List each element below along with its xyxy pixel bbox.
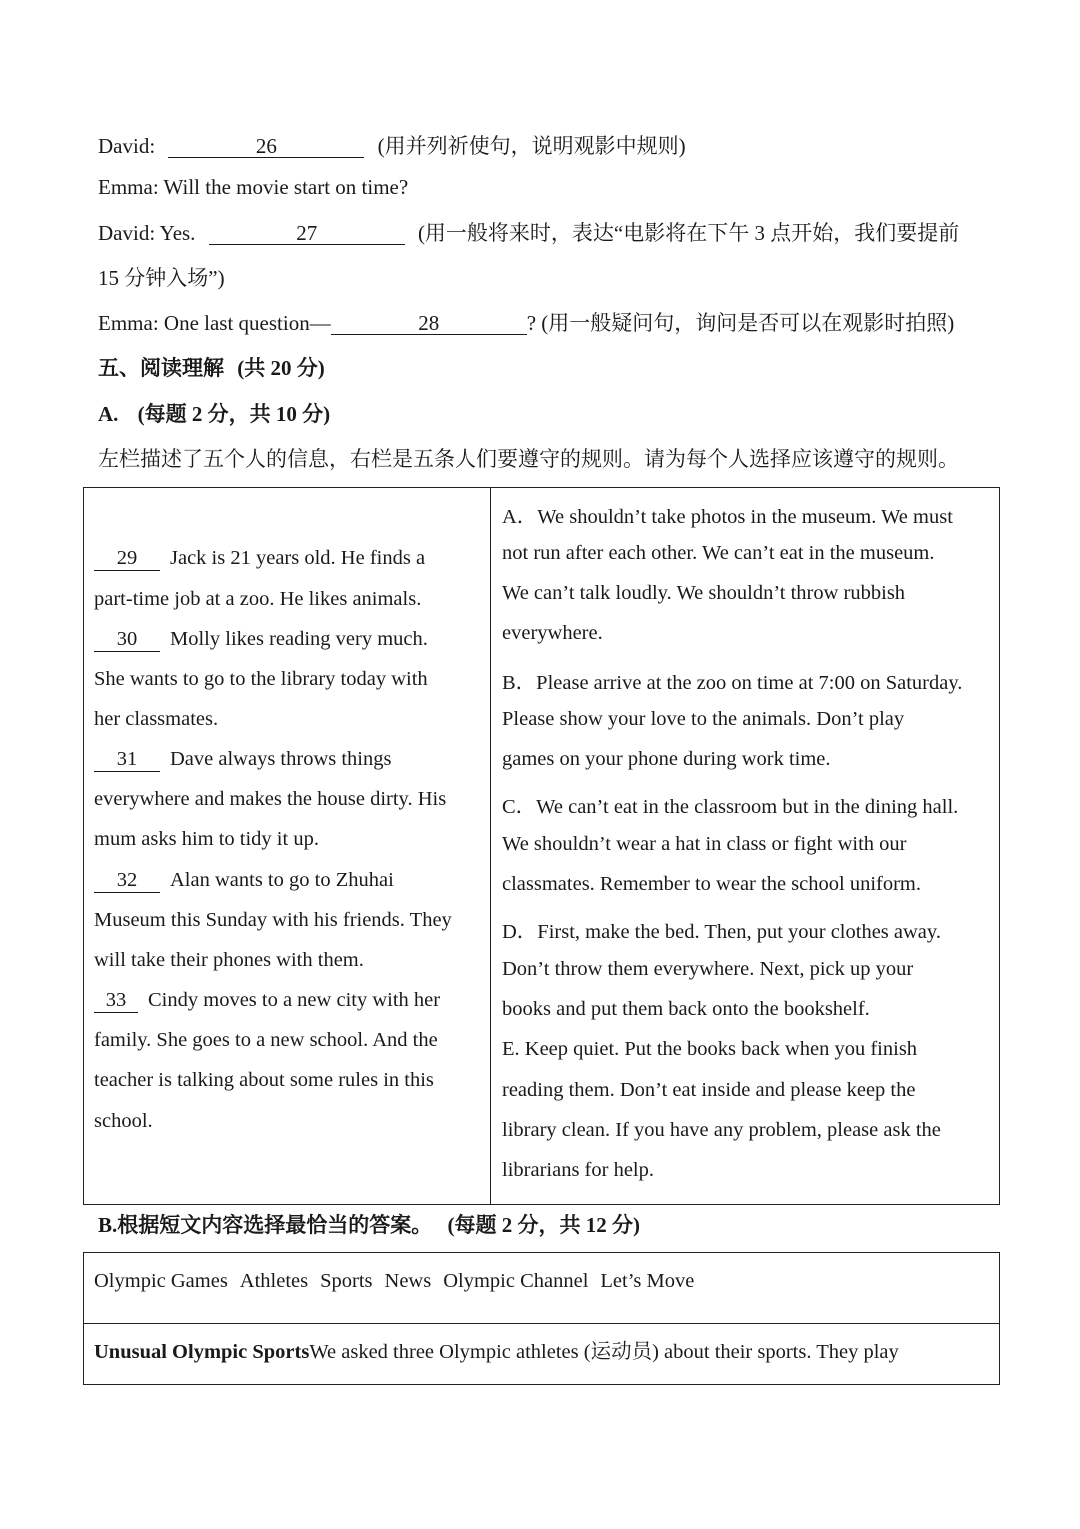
rule-line: D．First, make the bed. Then, put your clothes away.: [502, 921, 941, 943]
hint-text: (用一般将来时，表达“电影将在下午 3 点开始，我们要提前: [417, 221, 960, 245]
person-text: Jack is 21 years old. He finds a: [170, 547, 426, 569]
person-line: [94, 788, 446, 811]
nav-item-olympic-channel[interactable]: Olympic Channel: [443, 1270, 589, 1292]
person-line: [94, 1069, 434, 1092]
answer-blank-29[interactable]: 29: [94, 548, 160, 571]
hint-text: ? (用一般疑问句，询问是否可以在观影时拍照): [526, 311, 955, 335]
speaker: David:: [98, 134, 156, 158]
nav-item-news[interactable]: News: [384, 1270, 432, 1292]
person-text: everywhere and makes the house dirty. His: [94, 788, 447, 810]
section-title: 五、阅读理解: [98, 356, 224, 380]
rule-line: Please show your love to the animals. Don’t play: [502, 708, 905, 730]
speaker: Emma: One last question—: [98, 311, 331, 335]
rule-line: games on your phone during work time.: [502, 748, 831, 770]
nav-item-let-s-move[interactable]: Let’s Move: [600, 1270, 695, 1292]
dialog-line-27: [98, 217, 959, 247]
person-text: mum asks him to tidy it up.: [94, 828, 319, 850]
article-row: [94, 1334, 899, 1364]
rule-line: B．Please arrive at the zoo on time at 7:00 on Saturday.: [502, 672, 963, 694]
person-text: She wants to go to the library today with: [94, 668, 428, 690]
person-line: [94, 1029, 438, 1052]
nav-item-athletes[interactable]: Athletes: [239, 1270, 309, 1292]
rule-line: classmates. Remember to wear the school uniform.: [502, 873, 921, 895]
rule-line: We can’t talk loudly. We shouldn’t throw rubbish: [502, 582, 906, 604]
person-line: [94, 869, 394, 893]
person-text: family. She goes to a new school. And the: [94, 1029, 438, 1051]
rule-line: everywhere.: [502, 622, 603, 644]
dialog-line-emma-1: [98, 175, 408, 200]
dialog-text: Emma: Will the movie start on time?: [98, 175, 409, 199]
rule-line: books and put them back onto the bookshelf.: [502, 998, 870, 1020]
person-line: [94, 748, 391, 772]
person-line: [94, 668, 428, 691]
person-line: [94, 949, 364, 972]
person-text: Alan wants to go to Zhuhai: [170, 869, 394, 891]
person-line: [94, 547, 425, 571]
part-a-instruction: 左栏描述了五个人的信息，右栏是五条人们要遵守的规则。请为每个人选择应该遵守的规则。: [98, 447, 959, 471]
rule-line: We shouldn’t wear a hat in class or fight with our: [502, 833, 907, 855]
person-line: [94, 708, 218, 731]
person-text: Dave always throws things: [170, 748, 392, 770]
hint-text: (用并列祈使句，说明观影中规则): [377, 134, 686, 158]
part-a-score: (每题 2 分，共 10 分): [137, 402, 331, 426]
answer-blank-30[interactable]: 30: [94, 629, 160, 652]
hint-text-cont: 15 分钟入场”): [98, 266, 225, 290]
part-a-heading: [98, 398, 330, 428]
answer-blank-27[interactable]: 27: [209, 222, 405, 245]
person-line: [94, 588, 421, 611]
part-a-label: A.: [98, 402, 119, 426]
person-text: her classmates.: [94, 708, 219, 730]
column-divider: [490, 488, 491, 1204]
answer-blank-31[interactable]: 31: [94, 749, 160, 772]
dialog-line-27-cont: [98, 262, 225, 292]
rule-line: not run after each other. We can’t eat in the museum.: [502, 542, 935, 564]
part-b-score: (每题 2 分，共 12 分): [447, 1213, 641, 1237]
article-nav: [94, 1270, 706, 1293]
article-box: [83, 1252, 1000, 1385]
person-text: teacher is talking about some rules in this: [94, 1069, 434, 1091]
person-text: will take their phones with them.: [94, 949, 364, 971]
rule-line: librarians for help.: [502, 1159, 654, 1181]
answer-blank-28[interactable]: 28: [331, 312, 527, 335]
person-line: [94, 628, 428, 652]
nav-item-olympic-games[interactable]: Olympic Games: [94, 1270, 228, 1292]
nav-item-sports[interactable]: Sports: [320, 1270, 373, 1292]
rule-line: Don’t throw them everywhere. Next, pick up your: [502, 958, 914, 980]
person-text: Molly likes reading very much.: [170, 628, 428, 650]
person-text: part-time job at a zoo. He likes animals.: [94, 588, 422, 610]
section-score: (共 20 分): [237, 356, 325, 380]
answer-blank-32[interactable]: 32: [94, 870, 160, 893]
person-line: [94, 989, 440, 1013]
person-text: school.: [94, 1110, 153, 1132]
person-line: [94, 909, 452, 932]
dialog-line-28: [98, 307, 954, 337]
person-line: [94, 828, 319, 851]
answer-blank-26[interactable]: 26: [168, 135, 364, 158]
answer-blank-33[interactable]: 33: [94, 990, 138, 1013]
row-divider: [84, 1323, 999, 1324]
rule-line: C．We can’t eat in the classroom but in the dining hall.: [502, 796, 959, 818]
part-b-heading: [98, 1209, 640, 1239]
speaker: David: Yes.: [98, 221, 196, 245]
rule-line: reading them. Don’t eat inside and please keep the: [502, 1079, 916, 1101]
article-title: Unusual Olympic Sports: [94, 1341, 310, 1363]
person-line: [94, 1110, 153, 1133]
rule-line: A．We shouldn’t take photos in the museum. We must: [502, 506, 953, 528]
rule-line: E. Keep quiet. Put the books back when you finish: [502, 1038, 918, 1060]
dialog-line-26: [98, 130, 686, 160]
section-heading: [98, 352, 325, 382]
matching-table: [83, 487, 1000, 1205]
part-b-label: B.根据短文内容选择最恰当的答案。: [98, 1213, 433, 1237]
article-text: We asked three Olympic athletes (运动员) about their sports. They play: [309, 1341, 899, 1363]
person-text: Cindy moves to a new city with her: [148, 989, 441, 1011]
rule-line: library clean. If you have any problem, please ask the: [502, 1119, 941, 1141]
person-text: Museum this Sunday with his friends. They: [94, 909, 452, 931]
